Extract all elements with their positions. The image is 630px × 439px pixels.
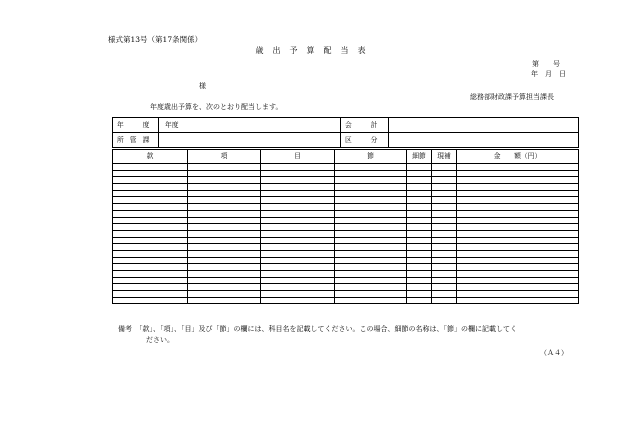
- table-cell: [113, 271, 188, 278]
- table-cell: [261, 224, 335, 231]
- table-cell: [188, 257, 261, 264]
- table-cell: [457, 271, 579, 278]
- table-cell: [407, 271, 432, 278]
- table-cell: [188, 204, 261, 211]
- table-cell: [113, 284, 188, 291]
- table-cell: [113, 230, 188, 237]
- account-value: [389, 118, 579, 133]
- table-cell: [432, 190, 457, 197]
- intro-text: 年度歳出予算を、次のとおり配当します。: [150, 103, 283, 111]
- table-cell: [335, 190, 407, 197]
- table-row: [113, 271, 579, 278]
- table-cell: [457, 291, 579, 298]
- table-cell: [407, 190, 432, 197]
- table-cell: [407, 284, 432, 291]
- dept-value: [159, 133, 341, 148]
- paper-size: （Ａ４）: [540, 349, 568, 357]
- table-cell: [407, 217, 432, 224]
- table-cell: [261, 210, 335, 217]
- table-cell: [261, 264, 335, 271]
- table-cell: [113, 224, 188, 231]
- table-cell: [432, 250, 457, 257]
- table-cell: [457, 257, 579, 264]
- table-cell: [261, 244, 335, 251]
- table-cell: [261, 271, 335, 278]
- table-cell: [407, 291, 432, 298]
- table-cell: [113, 170, 188, 177]
- table-cell: [457, 230, 579, 237]
- table-cell: [335, 271, 407, 278]
- table-row: [113, 224, 579, 231]
- table-cell: [407, 197, 432, 204]
- table-cell: [432, 230, 457, 237]
- info-table: [112, 117, 579, 148]
- table-row: [113, 284, 579, 291]
- category-value: [389, 133, 579, 148]
- table-cell: [188, 170, 261, 177]
- table-cell: [113, 177, 188, 184]
- table-cell: [457, 204, 579, 211]
- remarks-line-2: ださい。: [146, 336, 174, 344]
- col-saisetsu: 細節: [407, 150, 432, 164]
- table-cell: [335, 217, 407, 224]
- table-cell: [113, 197, 188, 204]
- table-cell: [113, 244, 188, 251]
- issue-date: 年 月 日: [531, 70, 566, 78]
- table-cell: [407, 177, 432, 184]
- table-cell: [188, 184, 261, 191]
- table-row: [113, 244, 579, 251]
- form-number: 様式第13号（第17条関係）: [108, 35, 203, 44]
- table-row: [113, 184, 579, 191]
- table-cell: [188, 271, 261, 278]
- table-cell: [407, 170, 432, 177]
- table-cell: [261, 297, 335, 304]
- table-cell: [335, 237, 407, 244]
- table-cell: [432, 264, 457, 271]
- col-kan: 款: [113, 150, 188, 164]
- col-moku: 目: [261, 150, 335, 164]
- table-cell: [457, 217, 579, 224]
- table-cell: [457, 177, 579, 184]
- remarks-line-1: 備考 「款」、「項」、「目」及び「節」の欄には、科目名を記載してください。この場合、細節の名称は、「節」の欄に記載してく: [118, 325, 517, 333]
- table-cell: [407, 224, 432, 231]
- table-cell: [188, 164, 261, 171]
- table-cell: [432, 170, 457, 177]
- table-row: [113, 291, 579, 298]
- table-cell: [432, 244, 457, 251]
- table-cell: [432, 297, 457, 304]
- table-cell: [432, 237, 457, 244]
- addressee: 様: [199, 82, 206, 90]
- table-cell: [407, 210, 432, 217]
- table-cell: [261, 250, 335, 257]
- table-cell: [113, 264, 188, 271]
- table-cell: [457, 190, 579, 197]
- table-cell: [432, 184, 457, 191]
- table-cell: [188, 177, 261, 184]
- table-cell: [188, 277, 261, 284]
- table-cell: [113, 291, 188, 298]
- account-label: 会 計: [341, 118, 389, 133]
- table-cell: [457, 277, 579, 284]
- table-cell: [113, 184, 188, 191]
- table-cell: [188, 224, 261, 231]
- table-cell: [188, 291, 261, 298]
- table-cell: [113, 250, 188, 257]
- table-row: [113, 197, 579, 204]
- table-cell: [113, 237, 188, 244]
- table-cell: [188, 237, 261, 244]
- table-cell: [335, 230, 407, 237]
- table-cell: [188, 244, 261, 251]
- table-cell: [113, 217, 188, 224]
- table-cell: [188, 197, 261, 204]
- table-cell: [261, 257, 335, 264]
- table-cell: [457, 164, 579, 171]
- table-row: [113, 210, 579, 217]
- document-number: 第 号: [532, 60, 560, 68]
- table-cell: [335, 177, 407, 184]
- table-row: [113, 164, 579, 171]
- table-cell: [457, 210, 579, 217]
- table-cell: [113, 190, 188, 197]
- table-row: [113, 217, 579, 224]
- table-cell: [457, 284, 579, 291]
- table-row: [113, 277, 579, 284]
- table-cell: [432, 257, 457, 264]
- table-cell: [335, 210, 407, 217]
- document-title: 歳出予算配当表: [255, 46, 375, 55]
- table-cell: [113, 277, 188, 284]
- table-cell: [407, 297, 432, 304]
- table-cell: [335, 244, 407, 251]
- table-cell: [457, 224, 579, 231]
- table-cell: [432, 224, 457, 231]
- table-cell: [457, 170, 579, 177]
- year-value: 年度: [159, 118, 341, 133]
- table-cell: [261, 237, 335, 244]
- table-cell: [432, 277, 457, 284]
- table-cell: [188, 297, 261, 304]
- table-cell: [457, 184, 579, 191]
- table-cell: [407, 277, 432, 284]
- table-cell: [261, 190, 335, 197]
- table-cell: [261, 284, 335, 291]
- table-cell: [261, 170, 335, 177]
- budget-table: [112, 149, 579, 304]
- col-setsu: 節: [335, 150, 407, 164]
- table-cell: [261, 217, 335, 224]
- table-cell: [457, 237, 579, 244]
- table-row: [113, 190, 579, 197]
- table-cell: [432, 217, 457, 224]
- table-cell: [335, 204, 407, 211]
- table-cell: [261, 164, 335, 171]
- table-row: [113, 264, 579, 271]
- table-cell: [113, 210, 188, 217]
- table-cell: [188, 250, 261, 257]
- table-cell: [335, 297, 407, 304]
- table-cell: [432, 284, 457, 291]
- year-label: 年 度: [113, 118, 159, 133]
- table-cell: [261, 204, 335, 211]
- table-cell: [407, 237, 432, 244]
- table-row: [113, 177, 579, 184]
- category-label: 区 分: [341, 133, 389, 148]
- table-cell: [113, 164, 188, 171]
- table-cell: [432, 204, 457, 211]
- table-cell: [335, 170, 407, 177]
- table-cell: [335, 184, 407, 191]
- table-cell: [113, 257, 188, 264]
- table-cell: [188, 284, 261, 291]
- table-cell: [407, 244, 432, 251]
- table-cell: [113, 297, 188, 304]
- table-row: [113, 204, 579, 211]
- table-row: [113, 297, 579, 304]
- table-cell: [457, 197, 579, 204]
- table-cell: [457, 244, 579, 251]
- dept-label: 所管課: [113, 133, 159, 148]
- table-cell: [261, 277, 335, 284]
- table-cell: [261, 197, 335, 204]
- table-cell: [457, 264, 579, 271]
- table-cell: [457, 250, 579, 257]
- table-cell: [335, 250, 407, 257]
- table-cell: [188, 264, 261, 271]
- table-row: [113, 237, 579, 244]
- table-row: [113, 250, 579, 257]
- table-cell: [407, 264, 432, 271]
- table-cell: [407, 257, 432, 264]
- table-cell: [432, 291, 457, 298]
- table-cell: [407, 230, 432, 237]
- table-cell: [432, 164, 457, 171]
- table-row: [113, 257, 579, 264]
- table-cell: [335, 224, 407, 231]
- table-cell: [407, 250, 432, 257]
- sender: 総務部財政課予算担当課長: [470, 93, 554, 101]
- table-cell: [261, 291, 335, 298]
- table-cell: [335, 257, 407, 264]
- table-cell: [261, 177, 335, 184]
- table-row: [113, 170, 579, 177]
- table-cell: [457, 297, 579, 304]
- table-cell: [432, 197, 457, 204]
- table-cell: [113, 204, 188, 211]
- table-cell: [407, 184, 432, 191]
- table-cell: [432, 177, 457, 184]
- table-cell: [335, 264, 407, 271]
- table-cell: [335, 197, 407, 204]
- table-cell: [261, 230, 335, 237]
- table-cell: [335, 284, 407, 291]
- table-cell: [432, 271, 457, 278]
- table-cell: [432, 210, 457, 217]
- table-cell: [188, 217, 261, 224]
- col-kou: 項: [188, 150, 261, 164]
- table-cell: [335, 277, 407, 284]
- table-cell: [335, 164, 407, 171]
- table-cell: [261, 184, 335, 191]
- table-cell: [407, 204, 432, 211]
- budget-header-row: [113, 150, 579, 164]
- col-amount: 金 額（円）: [457, 150, 579, 164]
- table-cell: [188, 210, 261, 217]
- table-cell: [188, 190, 261, 197]
- table-cell: [407, 164, 432, 171]
- col-genpo: 現補: [432, 150, 457, 164]
- table-cell: [335, 291, 407, 298]
- table-cell: [188, 230, 261, 237]
- table-row: [113, 230, 579, 237]
